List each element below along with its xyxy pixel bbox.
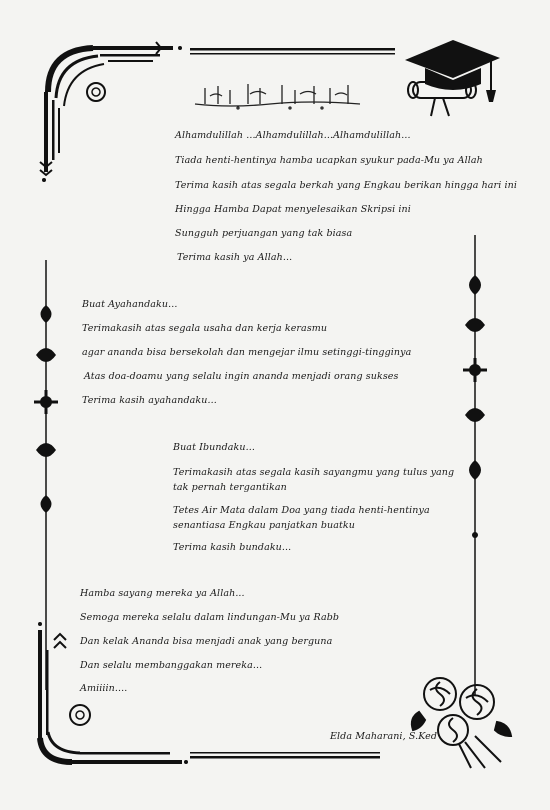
opening-line-3: Terima kasih atas segala berkah yang Engkau berikan hingga hari ini (175, 180, 517, 191)
father-line-1: Buat Ayahandaku... (82, 299, 178, 310)
mother-thanks: Terima kasih bundaku... (173, 542, 292, 553)
closing-line-5: Amiiiin.... (80, 683, 128, 694)
closing-line-4: Dan selalu membanggakan mereka... (80, 660, 263, 671)
mother-line-2: Tetes Air Mata dalam Doa yang tiada henti-hentinya senantiasa Engkau panjatkan buatku (173, 505, 430, 531)
father-line-2: Terimakasih atas segala usaha dan kerja kerasmu (82, 323, 328, 334)
father-line-4: Atas doa-doamu yang selalu ingin ananda menjadi orang sukses (84, 371, 399, 382)
closing-line-3: Dan kelak Ananda bisa menjadi anak yang berguna (80, 636, 333, 647)
basmala-calligraphy (190, 80, 365, 112)
opening-line-2: Tiada henti-hentinya hamba ucapkan syukur pada-Mu ya Allah (175, 155, 483, 166)
mother-greeting: Buat Ibundaku... (173, 442, 255, 453)
opening-line-4: Hingga Hamba Dapat menyelesaikan Skripsi ini (175, 204, 411, 215)
rose-bouquet-icon (405, 672, 515, 772)
father-line-3: agar ananda bisa bersekolah dan mengejar ilmu setinggi-tingginya (82, 347, 412, 358)
opening-line-6: Terima kasih ya Allah... (177, 252, 293, 263)
opening-line-5: Sungguh perjuangan yang tak biasa (175, 228, 353, 239)
bottom-divider-line (190, 752, 380, 760)
top-divider-line (190, 48, 395, 56)
closing-line-1: Hamba sayang mereka ya Allah... (80, 588, 245, 599)
opening-line-1: Alhamdulillah ...Alhamdulillah...Alhamdulillah... (175, 130, 411, 141)
closing-line-2: Semoga mereka selalu dalam lindungan-Mu ya Rabb (80, 612, 340, 623)
mother-line-1: Terimakasih atas segala kasih sayangmu yang tulus yang tak pernah tergantikan (173, 467, 455, 493)
father-line-5: Terima kasih ayahandaku... (82, 395, 217, 406)
ornate-corner-top-left-icon (38, 40, 188, 185)
diploma-scroll-icon (405, 72, 480, 122)
signature: Elda Maharani, S.Ked (330, 731, 438, 742)
